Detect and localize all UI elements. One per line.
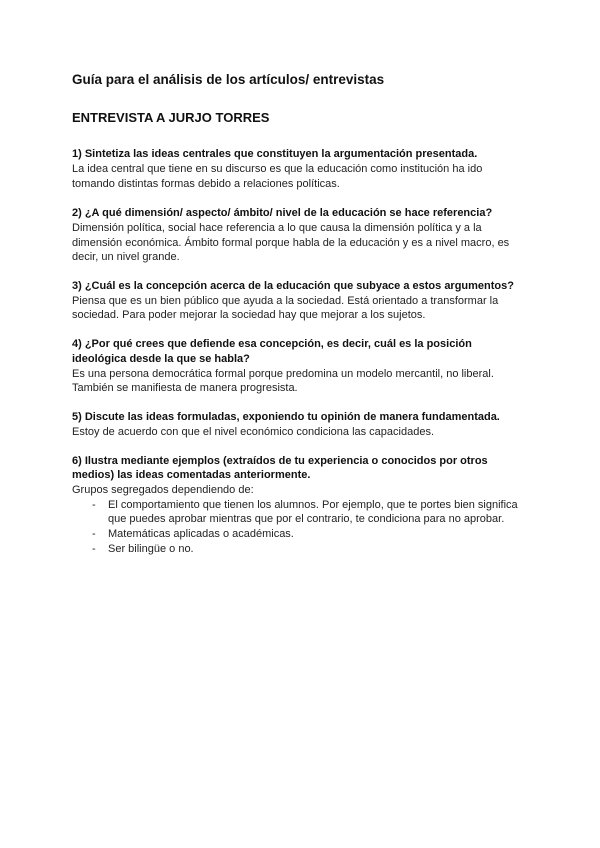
answer-1-line: tomando distintas formas debido a relaciones políticas.	[72, 178, 340, 190]
answer-3-line: sociedad. Para poder mejorar la sociedad hay que mejorar a los sujetos.	[72, 309, 426, 321]
bullet-item: que puedes aprobar mientras que por el contrario, te condiciona para no aprobar.	[108, 513, 505, 525]
question-3: 3) ¿Cuál es la concepción acerca de la educación que subyace a estos argumentos?	[72, 280, 514, 292]
bullet-item: Matemáticas aplicadas o académicas.	[108, 528, 294, 540]
answer-3-line: Piensa que es un bien público que ayuda a la sociedad. Está orientado a transformar la	[72, 295, 499, 307]
question-4: ideológica desde la que se habla?	[72, 353, 250, 365]
interview-heading: ENTREVISTA A JURJO TORRES	[72, 110, 270, 125]
question-2: 2) ¿A qué dimensión/ aspecto/ ámbito/ nivel de la educación se hace referencia?	[72, 207, 493, 219]
answer-2-line: Dimensión política, social hace referencia a lo que causa la dimensión política y a la	[72, 222, 482, 234]
answer-4-line: Es una persona democrática formal porque predomina un modelo mercantil, no liberal.	[72, 368, 494, 380]
answer-5-line: Estoy de acuerdo con que el nivel económico condiciona las capacidades.	[72, 426, 435, 438]
answer-1-line: La idea central que tiene en su discurso es que la educación como institución ha ido	[72, 163, 483, 175]
question-1: 1) Sintetiza las ideas centrales que constituyen la argumentación presentada.	[72, 148, 478, 160]
bullet-item: El comportamiento que tienen los alumnos. Por ejemplo, que te portes bien significa	[108, 499, 518, 511]
answer-2-line: dimensión económica. Ámbito formal porque habla de la educación y es a nivel macro, es	[72, 237, 510, 249]
question-6: medios) las ideas comentadas anteriormente.	[72, 469, 311, 481]
answer-4-line: También se manifiesta de manera progresista.	[72, 382, 298, 394]
document-title: Guía para el análisis de los artículos/ entrevistas	[72, 72, 385, 87]
question-4: 4) ¿Por qué crees que defiende esa concepción, es decir, cuál es la posición	[72, 338, 472, 350]
question-5: 5) Discute las ideas formuladas, exponiendo tu opinión de manera fundamentada.	[72, 411, 500, 423]
bullet-marker: -	[92, 543, 96, 555]
bullet-marker: -	[92, 499, 96, 511]
bullet-item: Ser bilingüe o no.	[108, 543, 194, 555]
answer-2-line: decir, un nivel grande.	[72, 251, 180, 263]
bullet-marker: -	[92, 528, 96, 540]
question-6: 6) Ilustra mediante ejemplos (extraídos de tu experiencia o conocidos por otros	[72, 455, 488, 467]
answer-6-intro: Grupos segregados dependiendo de:	[72, 484, 254, 496]
